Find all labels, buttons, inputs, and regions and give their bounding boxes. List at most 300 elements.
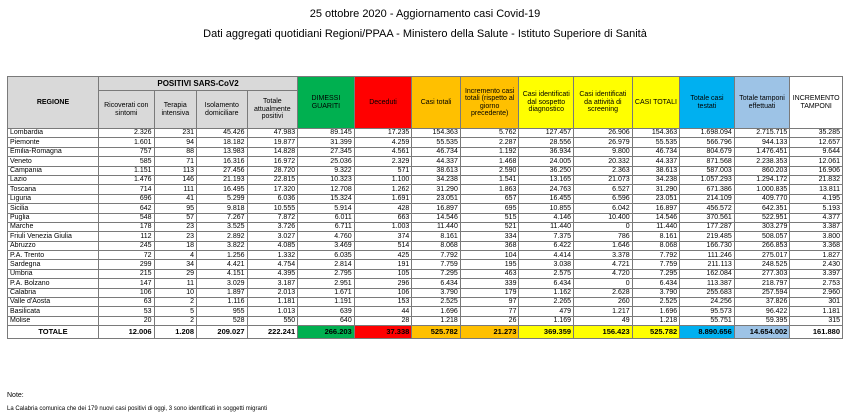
table-cell: 409.770 xyxy=(734,194,790,203)
table-cell: 955 xyxy=(197,307,248,316)
table-cell: 1.646 xyxy=(574,241,633,250)
table-cell: 231 xyxy=(154,129,196,138)
table-row xyxy=(8,157,843,166)
table-cell: 0 xyxy=(574,279,633,288)
table-cell: 257.594 xyxy=(734,288,790,297)
table-row xyxy=(8,222,843,231)
table-cell: 22.815 xyxy=(247,175,298,184)
table-cell: 46.734 xyxy=(412,147,461,156)
table-cell: 34.238 xyxy=(632,175,680,184)
table-cell: 34.238 xyxy=(412,175,461,184)
table-cell: 1.691 xyxy=(354,194,412,203)
table-cell: 296 xyxy=(354,279,412,288)
table-cell: 4 xyxy=(154,251,196,260)
table-cell: 1.601 xyxy=(98,138,154,147)
table-cell: 642 xyxy=(98,204,154,213)
table-cell: 154.363 xyxy=(632,129,680,138)
table-cell: 4.421 xyxy=(197,260,248,269)
header-incremento-casi: Incremento casi totali (rispetto al giorno precedente) xyxy=(460,77,519,129)
table-cell: 10.323 xyxy=(298,175,355,184)
table-cell: 71 xyxy=(154,157,196,166)
table-cell: 2.892 xyxy=(197,232,248,241)
table-cell: 7.759 xyxy=(412,260,461,269)
table-row xyxy=(8,251,843,260)
table-cell: 45.426 xyxy=(197,129,248,138)
table-cell: 714 xyxy=(98,185,154,194)
table-cell: 6.527 xyxy=(574,185,633,194)
table-cell: 585 xyxy=(98,157,154,166)
table-row xyxy=(8,138,843,147)
table-cell: 41 xyxy=(154,194,196,203)
table-cell: 944.133 xyxy=(734,138,790,147)
table-cell: 28 xyxy=(354,316,412,325)
table-cell: 23.051 xyxy=(412,194,461,203)
table-cell: 8.068 xyxy=(632,241,680,250)
table-row xyxy=(8,298,843,307)
table-cell: 6.434 xyxy=(412,279,461,288)
table-cell: 522.951 xyxy=(734,213,790,222)
header-positivi-group: POSITIVI SARS-CoV2 xyxy=(98,77,297,91)
table-row xyxy=(8,194,843,203)
table-cell: 10.400 xyxy=(574,213,633,222)
table-cell: 640 xyxy=(298,316,355,325)
table-cell: 1.000.835 xyxy=(734,185,790,194)
table-cell: 1.013 xyxy=(247,307,298,316)
table-cell: 2.430 xyxy=(790,260,843,269)
header-incremento-tamponi: INCREMENTO TAMPONI xyxy=(790,77,843,129)
table-cell: 696 xyxy=(98,194,154,203)
table-cell: 7.792 xyxy=(632,251,680,260)
table-cell: 528 xyxy=(197,316,248,325)
table-cell: 2.287 xyxy=(460,138,519,147)
table-cell: 7.295 xyxy=(632,269,680,278)
header-deceduti: Deceduti xyxy=(354,77,412,129)
notes-text: La Calabria comunica che dei 179 nuovi casi positivi di oggi, 3 sono identificati in soggetti migranti xyxy=(7,406,268,412)
table-body xyxy=(8,129,843,339)
table-cell: 3.469 xyxy=(298,241,355,250)
table-cell: 521 xyxy=(460,222,519,231)
table-cell: 219.485 xyxy=(680,232,735,241)
table-cell: 2.628 xyxy=(574,288,633,297)
table-cell: 1.057.293 xyxy=(680,175,735,184)
table-cell: 72 xyxy=(98,251,154,260)
region-name: Sicilia xyxy=(8,204,99,213)
table-cell: 663 xyxy=(354,213,412,222)
table-cell: 21.832 xyxy=(790,175,843,184)
table-cell: 6.422 xyxy=(519,241,574,250)
table-cell: 1.169 xyxy=(519,316,574,325)
table-cell: 154.363 xyxy=(412,129,461,138)
table-cell: 2.960 xyxy=(790,288,843,297)
table-cell: 31.290 xyxy=(412,185,461,194)
table-row xyxy=(8,307,843,316)
table-cell: 1.100 xyxy=(354,175,412,184)
table-cell: 95.573 xyxy=(680,307,735,316)
table-cell: 111 xyxy=(154,185,196,194)
table-cell: 2.715.715 xyxy=(734,129,790,138)
table-cell: 13.811 xyxy=(790,185,843,194)
table-cell: 11.440 xyxy=(412,222,461,231)
table-cell: 28.556 xyxy=(519,138,574,147)
table-cell: 106 xyxy=(354,288,412,297)
table-cell: 3.187 xyxy=(247,279,298,288)
total-cell: 161.880 xyxy=(790,326,843,339)
table-cell: 9.322 xyxy=(298,166,355,175)
table-cell: 6.042 xyxy=(574,204,633,213)
table-cell: 374 xyxy=(354,232,412,241)
table-cell: 245 xyxy=(98,241,154,250)
table-cell: 20 xyxy=(98,316,154,325)
table-cell: 6.434 xyxy=(519,279,574,288)
table-cell: 29 xyxy=(154,269,196,278)
table-cell: 34 xyxy=(154,260,196,269)
total-cell: 209.027 xyxy=(197,326,248,339)
table-cell: 94 xyxy=(154,138,196,147)
table-cell: 370.561 xyxy=(680,213,735,222)
table-cell: 36.934 xyxy=(519,147,574,156)
table-cell: 3.378 xyxy=(574,251,633,260)
table-row xyxy=(8,129,843,138)
table-cell: 299 xyxy=(98,260,154,269)
region-name: Valle d'Aosta xyxy=(8,298,99,307)
table-cell: 255.683 xyxy=(680,288,735,297)
table-cell: 35.285 xyxy=(790,129,843,138)
table-cell: 6.596 xyxy=(574,194,633,203)
table-cell: 96.422 xyxy=(734,307,790,316)
header-totale-positivi: Totale attualmente positivi xyxy=(247,91,298,129)
table-cell: 9.818 xyxy=(197,204,248,213)
table-cell: 6.035 xyxy=(298,251,355,260)
table-cell: 17.235 xyxy=(354,129,412,138)
table-cell: 12.657 xyxy=(790,138,843,147)
table-row xyxy=(8,185,843,194)
table-cell: 3.027 xyxy=(247,232,298,241)
table-cell: 17.320 xyxy=(247,185,298,194)
table-cell: 1.332 xyxy=(247,251,298,260)
table-cell: 55.751 xyxy=(680,316,735,325)
table-cell: 2.951 xyxy=(298,279,355,288)
total-cell: 14.654.002 xyxy=(734,326,790,339)
region-name: Umbria xyxy=(8,269,99,278)
table-cell: 4.561 xyxy=(354,147,412,156)
table-cell: 1.541 xyxy=(460,175,519,184)
header-regione: REGIONE xyxy=(8,77,99,129)
table-cell: 46.734 xyxy=(632,147,680,156)
table-cell: 38.613 xyxy=(632,166,680,175)
table-cell: 4.377 xyxy=(790,213,843,222)
table-cell: 24.256 xyxy=(680,298,735,307)
table-cell: 671.386 xyxy=(680,185,735,194)
table-cell: 13.983 xyxy=(197,147,248,156)
table-cell: 3.800 xyxy=(790,232,843,241)
table-cell: 639 xyxy=(298,307,355,316)
table-cell: 3.368 xyxy=(790,241,843,250)
table-cell: 1.181 xyxy=(247,298,298,307)
table-cell: 106 xyxy=(98,288,154,297)
header-totale-testati: Totale casi testati xyxy=(680,77,735,129)
table-cell: 1.696 xyxy=(412,307,461,316)
table-cell: 25.036 xyxy=(298,157,355,166)
page-subtitle: Dati aggregati quotidiani Regioni/PPAA - Ministero della Salute - Istituto Superiore di Sanità xyxy=(203,28,647,40)
table-cell: 14.828 xyxy=(247,147,298,156)
table-cell: 248.525 xyxy=(734,260,790,269)
table-cell: 463 xyxy=(460,269,519,278)
table-cell: 2.525 xyxy=(632,298,680,307)
region-name: Calabria xyxy=(8,288,99,297)
table-cell: 7.792 xyxy=(412,251,461,260)
table-cell: 14.546 xyxy=(632,213,680,222)
table-cell: 6.434 xyxy=(632,279,680,288)
table-cell: 7.295 xyxy=(412,269,461,278)
header-casi-totali: Casi totali xyxy=(412,77,461,129)
table-row xyxy=(8,288,843,297)
region-name: Lombardia xyxy=(8,129,99,138)
table-cell: 1.698.094 xyxy=(680,129,735,138)
table-cell: 97 xyxy=(460,298,519,307)
table-cell: 1.476.451 xyxy=(734,147,790,156)
table-cell: 334 xyxy=(460,232,519,241)
table-cell: 3.822 xyxy=(197,241,248,250)
region-name: P.A. Bolzano xyxy=(8,279,99,288)
table-cell: 260 xyxy=(574,298,633,307)
table-cell: 804.679 xyxy=(680,147,735,156)
table-cell: 7.267 xyxy=(197,213,248,222)
table-cell: 28.720 xyxy=(247,166,298,175)
table-cell: 3.029 xyxy=(197,279,248,288)
table-cell: 1.116 xyxy=(197,298,248,307)
table-row xyxy=(8,232,843,241)
region-name: Toscana xyxy=(8,185,99,194)
table-cell: 88 xyxy=(154,147,196,156)
total-cell: 21.273 xyxy=(460,326,519,339)
table-cell: 3.726 xyxy=(247,222,298,231)
header-isolamento: Isolamento domiciliare xyxy=(197,91,248,129)
table-cell: 1.218 xyxy=(412,316,461,325)
table-cell: 214.109 xyxy=(680,194,735,203)
table-cell: 166.730 xyxy=(680,241,735,250)
table-cell: 3.790 xyxy=(412,288,461,297)
table-cell: 211.113 xyxy=(680,260,735,269)
table-cell: 3.038 xyxy=(519,260,574,269)
notes-title: Note: xyxy=(7,392,24,399)
total-cell: 525.782 xyxy=(412,326,461,339)
table-cell: 1.151 xyxy=(98,166,154,175)
total-cell: 1.208 xyxy=(154,326,196,339)
table-cell: 3.387 xyxy=(790,222,843,231)
table-cell: 27.456 xyxy=(197,166,248,175)
table-cell: 428 xyxy=(354,204,412,213)
table-cell: 59.395 xyxy=(734,316,790,325)
table-cell: 550 xyxy=(247,316,298,325)
table-cell: 1.162 xyxy=(519,288,574,297)
table-cell: 1.863 xyxy=(460,185,519,194)
total-cell: 37.338 xyxy=(354,326,412,339)
table-cell: 9.644 xyxy=(790,147,843,156)
table-cell: 1.192 xyxy=(460,147,519,156)
table-cell: 11 xyxy=(154,279,196,288)
header-casi-totali-2: CASI TOTALI xyxy=(632,77,680,129)
table-cell: 153 xyxy=(354,298,412,307)
table-cell: 18 xyxy=(154,241,196,250)
table-cell: 0 xyxy=(574,222,633,231)
table-cell: 31.399 xyxy=(298,138,355,147)
header-totale-tamponi: Totale tamponi effettuati xyxy=(734,77,790,129)
table-row xyxy=(8,147,843,156)
table-cell: 339 xyxy=(460,279,519,288)
table-row xyxy=(8,175,843,184)
table-row xyxy=(8,269,843,278)
table-cell: 4.760 xyxy=(298,232,355,241)
table-cell: 53 xyxy=(98,307,154,316)
table-cell: 55.535 xyxy=(412,138,461,147)
table-cell: 23 xyxy=(154,222,196,231)
table-cell: 19.877 xyxy=(247,138,298,147)
table-cell: 147 xyxy=(98,279,154,288)
table-cell: 24.763 xyxy=(519,185,574,194)
table-cell: 2.326 xyxy=(98,129,154,138)
region-name: Sardegna xyxy=(8,260,99,269)
table-cell: 2.753 xyxy=(790,279,843,288)
table-cell: 479 xyxy=(519,307,574,316)
table-cell: 2.238.353 xyxy=(734,157,790,166)
table-cell: 642.351 xyxy=(734,204,790,213)
table-cell: 2.795 xyxy=(298,269,355,278)
table-cell: 16.495 xyxy=(197,185,248,194)
table-cell: 127.457 xyxy=(519,129,574,138)
region-name: Campania xyxy=(8,166,99,175)
region-name: Molise xyxy=(8,316,99,325)
table-cell: 37.826 xyxy=(734,298,790,307)
table-cell: 2.575 xyxy=(519,269,574,278)
table-cell: 15.324 xyxy=(298,194,355,203)
table-cell: 2.265 xyxy=(519,298,574,307)
table-cell: 2.590 xyxy=(460,166,519,175)
table-cell: 1.696 xyxy=(632,307,680,316)
table-cell: 38.613 xyxy=(412,166,461,175)
table-cell: 44.337 xyxy=(412,157,461,166)
table-cell: 5.193 xyxy=(790,204,843,213)
region-name: Abruzzo xyxy=(8,241,99,250)
table-cell: 18.182 xyxy=(197,138,248,147)
table-cell: 657 xyxy=(460,194,519,203)
table-cell: 7.759 xyxy=(632,260,680,269)
table-cell: 1.294.172 xyxy=(734,175,790,184)
table-cell: 9.800 xyxy=(574,147,633,156)
table-cell: 3.525 xyxy=(197,222,248,231)
table-cell: 548 xyxy=(98,213,154,222)
table-cell: 16.316 xyxy=(197,157,248,166)
header-terapia: Terapia intensiva xyxy=(154,91,196,129)
table-cell: 2 xyxy=(154,298,196,307)
table-cell: 1.827 xyxy=(790,251,843,260)
table-cell: 89.145 xyxy=(298,129,355,138)
table-cell: 5.762 xyxy=(460,129,519,138)
region-name: Liguria xyxy=(8,194,99,203)
table-cell: 275.017 xyxy=(734,251,790,260)
table-cell: 456.572 xyxy=(680,204,735,213)
table-cell: 695 xyxy=(460,204,519,213)
total-cell: 156.423 xyxy=(574,326,633,339)
region-name: Friuli Venezia Giulia xyxy=(8,232,99,241)
table-cell: 7.872 xyxy=(247,213,298,222)
table-cell: 16.455 xyxy=(519,194,574,203)
covid-table xyxy=(7,76,843,339)
table-cell: 368 xyxy=(460,241,519,250)
table-cell: 95 xyxy=(154,204,196,213)
region-name: Emilia-Romagna xyxy=(8,147,99,156)
table-cell: 16.897 xyxy=(632,204,680,213)
table-cell: 215 xyxy=(98,269,154,278)
table-cell: 6.011 xyxy=(298,213,355,222)
table-row xyxy=(8,260,843,269)
table-cell: 146 xyxy=(154,175,196,184)
header-casi-screening: Casi identificati da attività di screening xyxy=(574,77,633,129)
table-cell: 301 xyxy=(790,298,843,307)
region-name: Piemonte xyxy=(8,138,99,147)
total-cell: 12.006 xyxy=(98,326,154,339)
table-cell: 36.250 xyxy=(519,166,574,175)
table-cell: 191 xyxy=(354,260,412,269)
table-cell: 4.085 xyxy=(247,241,298,250)
table-cell: 112 xyxy=(98,232,154,241)
table-cell: 11.440 xyxy=(519,222,574,231)
table-cell: 12.708 xyxy=(298,185,355,194)
table-cell: 871.568 xyxy=(680,157,735,166)
table-cell: 195 xyxy=(460,260,519,269)
table-cell: 1.468 xyxy=(460,157,519,166)
table-cell: 6.036 xyxy=(247,194,298,203)
table-cell: 566.796 xyxy=(680,138,735,147)
region-name: P.A. Trento xyxy=(8,251,99,260)
region-name: Puglia xyxy=(8,213,99,222)
table-cell: 57 xyxy=(154,213,196,222)
table-cell: 757 xyxy=(98,147,154,156)
table-cell: 11.440 xyxy=(632,222,680,231)
table-cell: 1.181 xyxy=(790,307,843,316)
table-cell: 44.337 xyxy=(632,157,680,166)
table-cell: 4.721 xyxy=(574,260,633,269)
total-label: TOTALE xyxy=(8,326,99,339)
table-cell: 113 xyxy=(154,166,196,175)
table-cell: 111.246 xyxy=(680,251,735,260)
table-row xyxy=(8,213,843,222)
table-cell: 2.329 xyxy=(354,157,412,166)
region-name: Lazio xyxy=(8,175,99,184)
table-cell: 2 xyxy=(154,316,196,325)
table-cell: 587.003 xyxy=(680,166,735,175)
table-cell: 303.279 xyxy=(734,222,790,231)
table-cell: 515 xyxy=(460,213,519,222)
table-cell: 8.161 xyxy=(412,232,461,241)
table-cell: 47.983 xyxy=(247,129,298,138)
table-cell: 3.790 xyxy=(632,288,680,297)
table-cell: 4.395 xyxy=(247,269,298,278)
table-cell: 14.546 xyxy=(412,213,461,222)
table-cell: 63 xyxy=(98,298,154,307)
table-cell: 1.003 xyxy=(354,222,412,231)
header-casi-sospetto: Casi identificati dal sospetto diagnostico xyxy=(519,77,574,129)
header-ricoverati: Ricoverati con sintomi xyxy=(98,91,154,129)
table-cell: 8.161 xyxy=(632,232,680,241)
table-row xyxy=(8,166,843,175)
table-cell: 277.303 xyxy=(734,269,790,278)
table-cell: 1.476 xyxy=(98,175,154,184)
total-cell: 369.359 xyxy=(519,326,574,339)
table-cell: 105 xyxy=(354,269,412,278)
table-cell: 4.151 xyxy=(197,269,248,278)
table-cell: 4.754 xyxy=(247,260,298,269)
table-cell: 10.855 xyxy=(519,204,574,213)
